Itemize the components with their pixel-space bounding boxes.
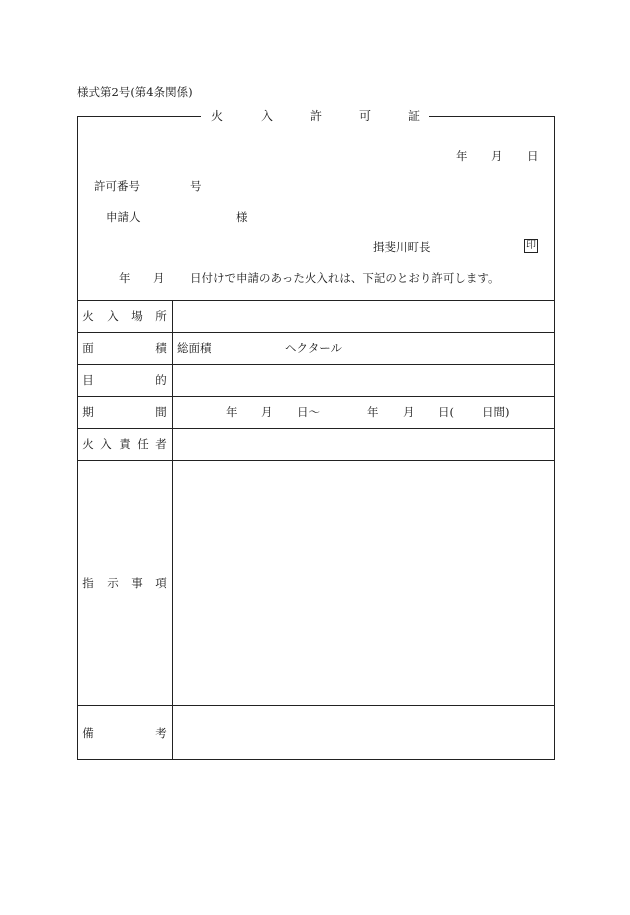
table-rule <box>77 396 555 397</box>
table-rule <box>77 428 555 429</box>
statement-text: 日付けで申請のあった火入れは、下記のとおり許可します。 <box>190 271 500 285</box>
period-day-end: 日( <box>438 405 454 419</box>
title-char: 火 <box>210 109 224 123</box>
period-days-count: 日間) <box>482 405 510 419</box>
row-label-area: 面 積 <box>82 341 167 355</box>
date-year: 年 <box>456 149 468 163</box>
table-rule <box>77 705 555 706</box>
statement-month: 月 <box>153 271 165 285</box>
label-column-divider <box>172 300 173 760</box>
table-rule <box>77 460 555 461</box>
table-rule <box>77 300 555 301</box>
applicant-label: 申請人 <box>106 210 141 224</box>
applicant-honorific: 様 <box>236 210 248 224</box>
title-char: 許 <box>309 109 323 123</box>
row-label-period: 期 間 <box>82 405 167 419</box>
date-day: 日 <box>527 149 539 163</box>
issuer-name: 揖斐川町長 <box>373 240 431 254</box>
period-year-end: 年 <box>367 405 379 419</box>
row-label-instructions: 指 示 事 項 <box>82 576 167 590</box>
permit-number-label: 許可番号 <box>94 179 140 193</box>
area-prefix: 総面積 <box>177 341 212 355</box>
date-month: 月 <box>491 149 503 163</box>
row-label-purpose: 目 的 <box>82 373 167 387</box>
table-rule <box>77 364 555 365</box>
title-char: 入 <box>260 109 274 123</box>
period-month-end: 月 <box>403 405 415 419</box>
table-rule <box>77 332 555 333</box>
row-label-location: 火 入 場 所 <box>82 309 167 323</box>
title-char: 可 <box>358 109 372 123</box>
row-label-remarks: 備 考 <box>82 726 167 740</box>
period-year-start: 年 <box>226 405 238 419</box>
row-label-responsible: 火 入 責 任 者 <box>82 437 167 451</box>
period-month-start: 月 <box>261 405 273 419</box>
seal-stamp-box: 印 <box>526 240 536 251</box>
title-char: 証 <box>407 109 421 123</box>
area-unit: ヘクタール <box>285 341 343 355</box>
period-day-start: 日〜 <box>297 405 320 419</box>
statement-year: 年 <box>119 271 131 285</box>
permit-number-suffix: 号 <box>190 179 202 193</box>
form-number-label: 様式第2号(第4条関係) <box>77 85 193 99</box>
